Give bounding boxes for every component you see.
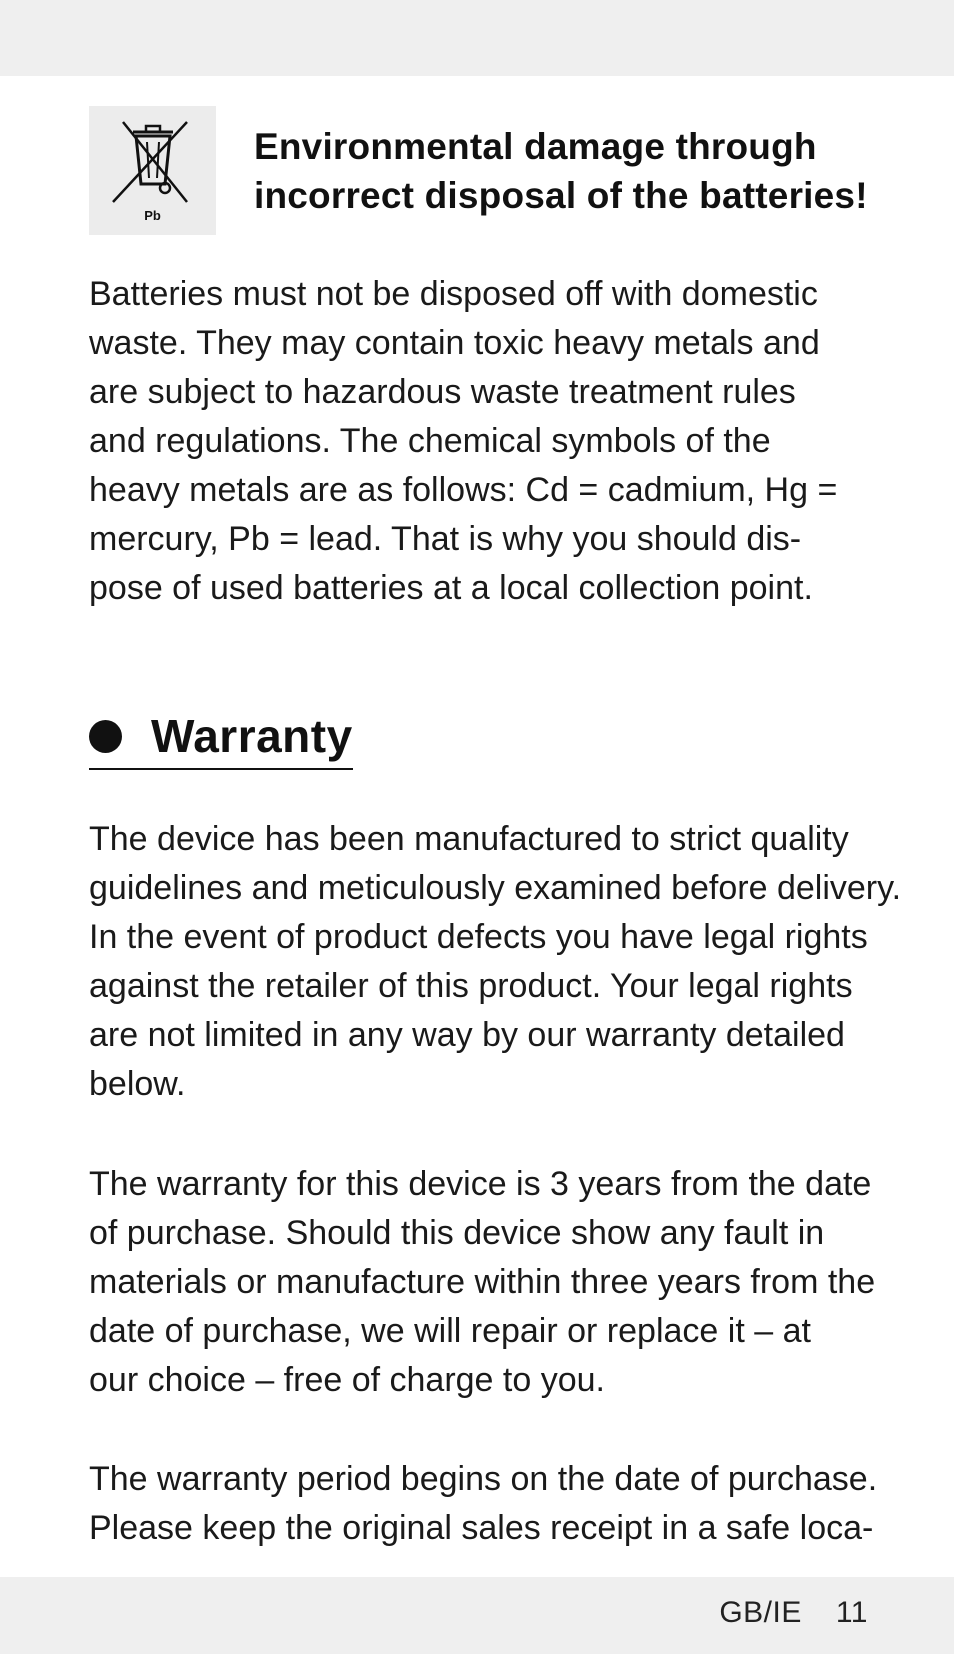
page-footer [719, 1596, 868, 1630]
icon-label-pb: Pb [144, 208, 161, 223]
text-line: our choice – free of charge to you. [89, 1361, 605, 1399]
text-line: guidelines and meticulously examined before delivery. [89, 869, 902, 907]
disposal-paragraph [89, 270, 869, 613]
text-line: and regulations. The chemical symbols of the [89, 422, 771, 460]
bullet-icon [89, 720, 122, 753]
text-line: mercury, Pb = lead. That is why you should dis- [89, 520, 802, 558]
text-line: date of purchase, we will repair or replace it – at [89, 1312, 811, 1350]
warranty-paragraph-3 [89, 1455, 878, 1553]
text-line: below. [89, 1065, 186, 1103]
battery-disposal-symbol [89, 106, 216, 235]
text-line: waste. They may contain toxic heavy metals and [89, 324, 820, 362]
warranty-section-heading [89, 708, 353, 770]
section-title: Warranty [151, 710, 353, 762]
text-line: against the retailer of this product. Your legal rights [89, 967, 853, 1005]
text-line: heavy metals are as follows: Cd = cadmium, Hg = [89, 471, 838, 509]
text-line: are subject to hazardous waste treatment rules [89, 373, 796, 411]
text-line: are not limited in any way by our warranty detailed [89, 1016, 845, 1054]
heading-line: incorrect disposal of the batteries! [254, 175, 868, 216]
heading-line: Environmental damage through [254, 126, 817, 167]
text-line: pose of used batteries at a local collection point. [89, 569, 813, 607]
text-line: The warranty period begins on the date of purchase. [89, 1460, 878, 1498]
text-line: of purchase. Should this device show any fault in [89, 1214, 825, 1252]
text-line: materials or manufacture within three years from the [89, 1263, 876, 1301]
text-line: Please keep the original sales receipt in a safe loca- [89, 1509, 874, 1547]
warranty-paragraph-2 [89, 1160, 876, 1405]
warranty-paragraph-1 [89, 815, 902, 1109]
text-line: Batteries must not be disposed off with domestic [89, 275, 818, 313]
page-number: 11 [835, 1596, 868, 1629]
text-line: The warranty for this device is 3 years from the date [89, 1165, 872, 1203]
region-label: GB/IE [719, 1596, 802, 1629]
text-line: The device has been manufactured to strict quality [89, 820, 849, 858]
top-margin-band [0, 0, 954, 76]
disposal-warning-heading [254, 122, 914, 220]
text-line: In the event of product defects you have legal rights [89, 918, 868, 956]
